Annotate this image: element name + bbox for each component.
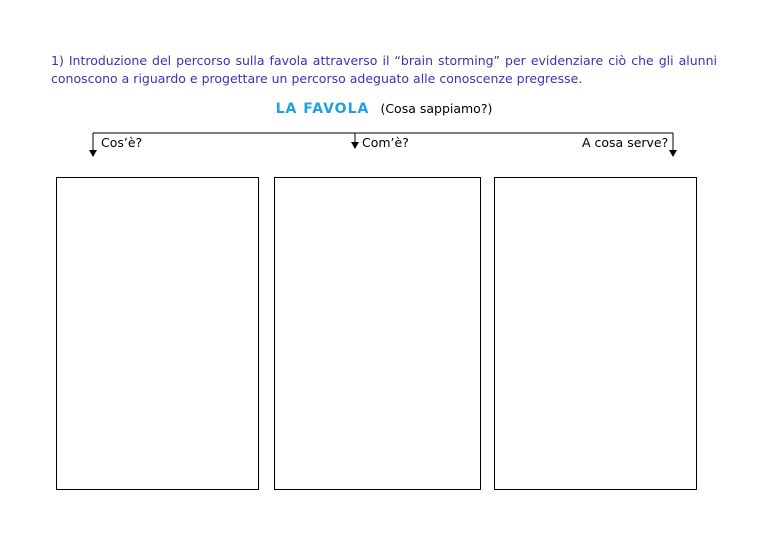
answer-box-cose[interactable] [56, 177, 259, 490]
arrow-left-head [89, 150, 97, 157]
title-subtitle: (Cosa sappiamo?) [380, 101, 493, 116]
answer-box-come[interactable] [274, 177, 481, 490]
branch-label-cose: Cos’è? [101, 135, 143, 150]
intro-paragraph: 1) Introduzione del percorso sulla favola attraverso il “brain storming” per evidenziare ciò che gli alunni conoscono a riguardo e progettare un percorso adeguato alle conoscenze pregresse. [51, 53, 717, 86]
arrow-right-head [669, 150, 677, 157]
answer-box-a-cosa-serve[interactable] [494, 177, 697, 490]
branch-label-a-cosa-serve: A cosa serve? [582, 135, 669, 150]
arrow-middle-head [351, 142, 359, 149]
branch-label-come: Com’è? [362, 135, 409, 150]
title-main: LA FAVOLA [275, 101, 370, 117]
